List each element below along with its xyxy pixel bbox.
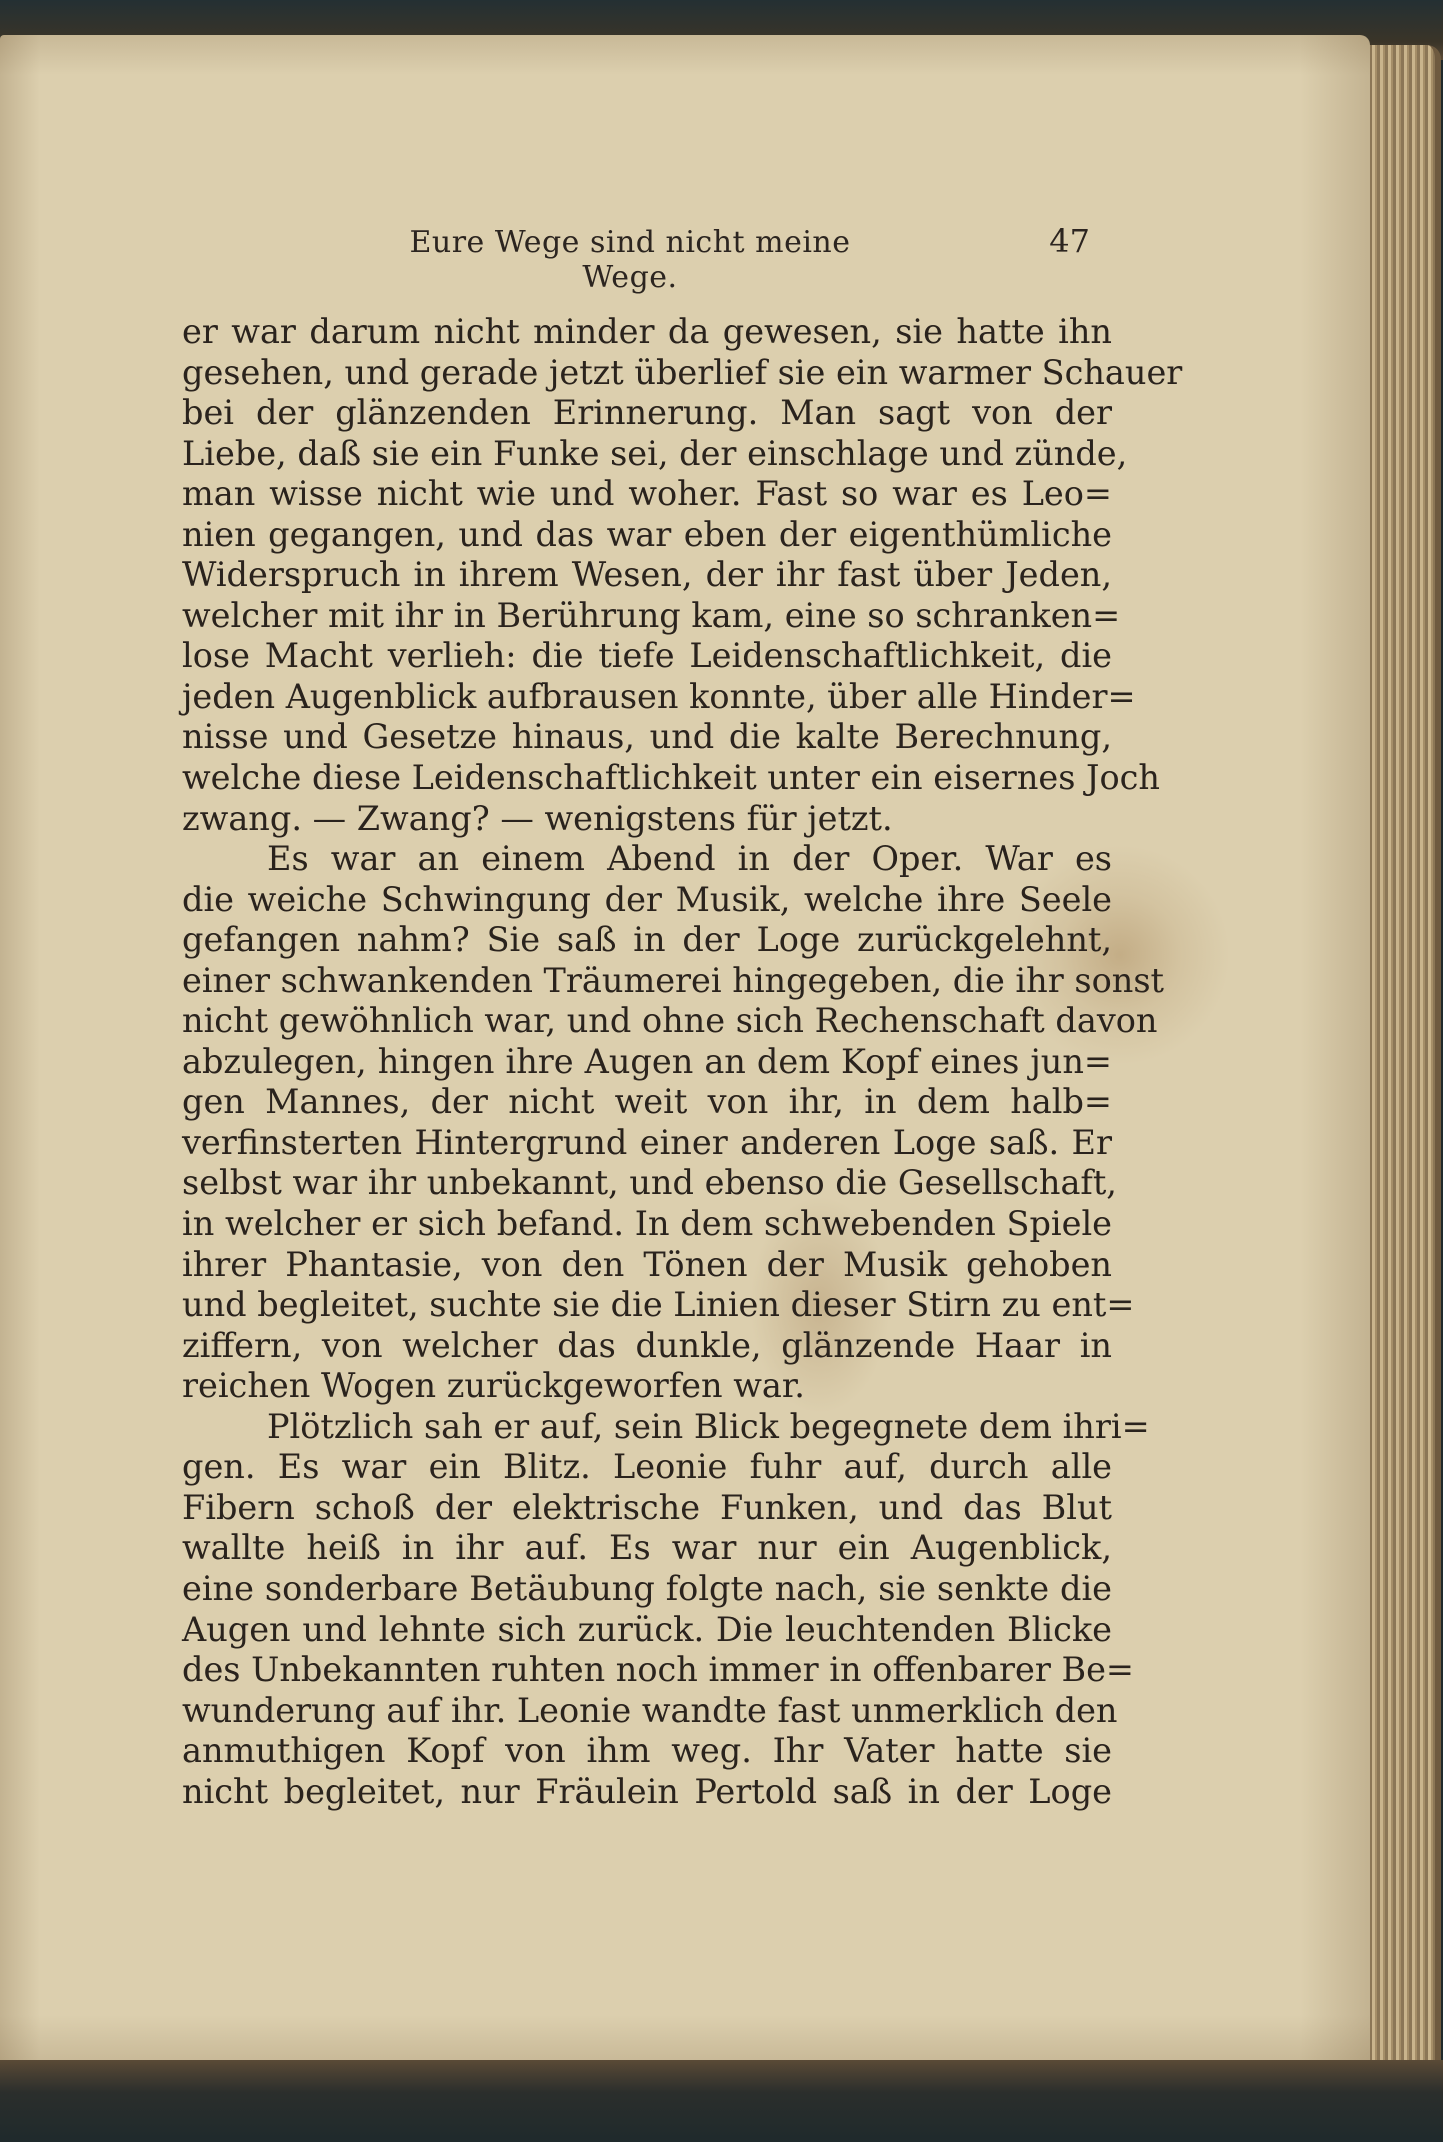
text-line: Widerspruch in ihrem Wesen, der ihr fast über Jeden, <box>182 555 1112 595</box>
text-line: ziffern, von welcher das dunkle, glänzende Haar in <box>182 1325 1112 1365</box>
text-line: lose Macht verlieh: die tiefe Leidenschaftlichkeit, die <box>182 636 1112 676</box>
text-line: reichen Wogen zurückgeworfen war. <box>182 1366 805 1406</box>
text-line: des Unbekannten ruhten noch immer in offenbarer Be= <box>182 1650 1135 1690</box>
text-line: nicht begleitet, nur Fräulein Pertold saß in der Loge <box>182 1771 1112 1811</box>
paragraph <box>182 839 1164 1407</box>
text-line: gefangen nahm? Sie saß in der Loge zurückgelehnt, <box>182 920 1112 960</box>
text-line: gen. Es war ein Blitz. Leonie fuhr auf, durch alle <box>182 1447 1112 1487</box>
book-cover-bottom <box>0 2060 1443 2142</box>
text-line: und begleitet, suchte sie die Linien dieser Stirn zu ent= <box>182 1285 1135 1325</box>
text-line: Augen und lehnte sich zurück. Die leuchtenden Blicke <box>182 1609 1112 1649</box>
text-line: wunderung auf ihr. Leonie wandte fast unmerklich den <box>182 1690 1118 1730</box>
text-line: Fibern schoß der elektrische Funken, und das Blut <box>182 1487 1112 1527</box>
text-line: eine sonderbare Betäubung folgte nach, sie senkte die <box>182 1568 1112 1608</box>
text-line: abzulegen, hingen ihre Augen an dem Kopf eines jun= <box>182 1041 1112 1081</box>
text-line: in welcher er sich befand. In dem schwebenden Spiele <box>182 1204 1112 1244</box>
text-line: nisse und Gesetze hinaus, und die kalte Berechnung, <box>182 717 1112 757</box>
text-line: einer schwankenden Träumerei hingegeben, die ihr sonst <box>182 960 1164 1000</box>
body-text <box>182 312 1183 1812</box>
text-line: nicht gewöhnlich war, und ohne sich Rechenschaft davon <box>182 1001 1158 1041</box>
page-number: 47 <box>1049 222 1090 260</box>
text-line: nien gegangen, und das war eben der eigenthümliche <box>182 514 1112 554</box>
paragraph <box>182 1406 1150 1812</box>
text-line: wallte heiß in ihr auf. Es war nur ein Augenblick, <box>182 1528 1112 1568</box>
text-line: bei der glänzenden Erinnerung. Man sagt von der <box>182 393 1112 433</box>
text-line: zwang. — Zwang? — wenigstens für jetzt. <box>182 798 893 838</box>
text-line: anmuthigen Kopf von ihm weg. Ihr Vater hatte sie <box>182 1731 1112 1771</box>
text-line: er war darum nicht minder da gewesen, sie hatte ihn <box>182 312 1112 351</box>
text-line: man wisse nicht wie und woher. Fast so war es Leo= <box>182 474 1112 514</box>
text-line: Liebe, daß sie ein Funke sei, der einschlage und zünde, <box>182 433 1128 473</box>
paragraph <box>182 312 1183 839</box>
text-line: welcher mit ihr in Berührung kam, eine so schranken= <box>182 595 1121 635</box>
text-line: Plötzlich sah er auf, sein Blick begegnete dem ihri= <box>267 1406 1150 1446</box>
text-line: selbst war ihr unbekannt, und ebenso die Gesellschaft, <box>182 1163 1117 1203</box>
text-line: die weiche Schwingung der Musik, welche ihre Seele <box>182 879 1112 919</box>
text-line: gesehen, und gerade jetzt überlief sie ein warmer Schauer <box>182 352 1183 392</box>
text-line: welche diese Leidenschaftlichkeit unter ein eisernes Joch <box>182 758 1160 798</box>
text-line: Es war an einem Abend in der Oper. War es <box>267 839 1112 879</box>
text-line: ihrer Phantasie, von den Tönen der Musik gehoben <box>182 1244 1112 1284</box>
text-line: verfinsterten Hintergrund einer anderen Loge saß. Er <box>182 1122 1112 1162</box>
text-line: gen Mannes, der nicht weit von ihr, in dem halb= <box>182 1082 1112 1122</box>
text-line: jeden Augenblick aufbrausen konnte, über alle Hinder= <box>182 676 1136 716</box>
running-head: Eure Wege sind nicht meine Wege. <box>409 225 851 295</box>
